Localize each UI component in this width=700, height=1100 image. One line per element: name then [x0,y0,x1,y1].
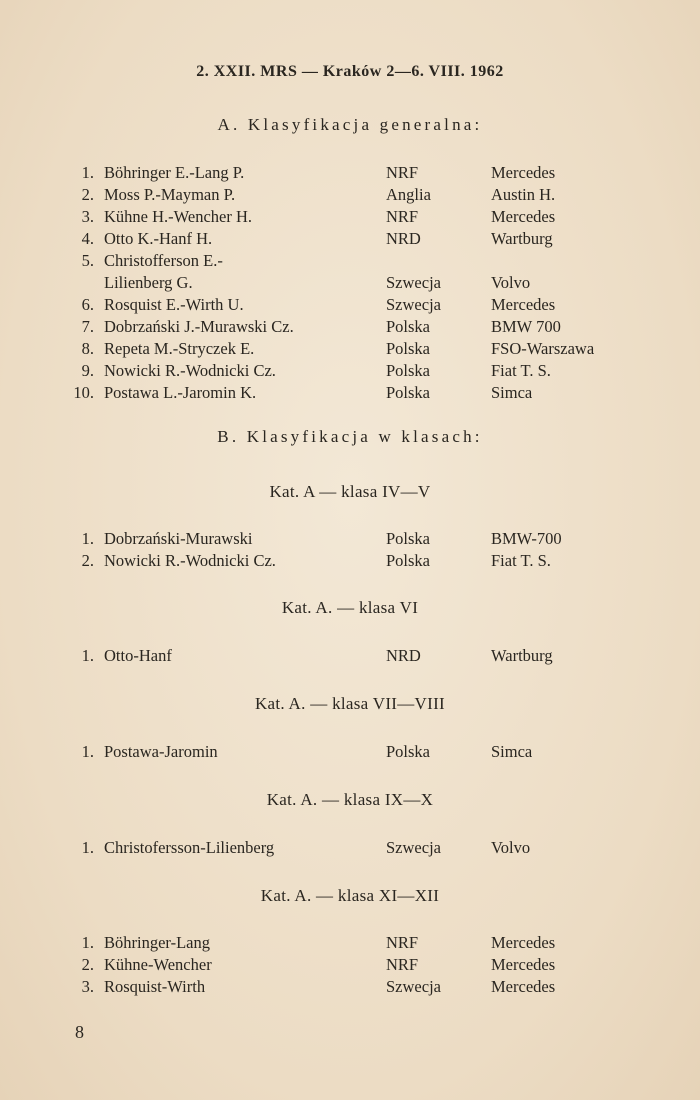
car: Austin H. [491,185,556,204]
car: Mercedes [491,955,556,974]
section-b-title: B. Klasyfikacja w klasach: [217,427,483,446]
class-group-title: Kat. A. — klasa VI [281,598,419,617]
result-row [0,976,700,998]
rank: 8. [81,339,94,358]
rank: 1. [81,742,94,761]
car: Mercedes [491,977,556,996]
crew-name: Nowicki R.-Wodnicki Cz. [104,361,276,380]
country: Polska [386,339,431,358]
country: Polska [386,551,431,570]
section-a-title: A. Klasyfikacja generalna: [217,115,483,134]
country: Polska [386,317,431,336]
car: BMW-700 [491,529,562,548]
car: Mercedes [491,207,556,226]
country: Szwecja [386,838,441,857]
country: Szwecja [386,295,441,314]
rank: 5. [81,251,94,270]
car: Wartburg [491,229,553,248]
rank: 9. [81,361,94,380]
crew-name: Rosquist E.-Wirth U. [104,295,244,314]
class-group-title: Kat. A — klasa IV—V [269,482,431,501]
result-row [0,294,700,316]
page-heading: 2. XXII. MRS — Kraków 2—6. VIII. 1962 [196,63,504,80]
crew-name: Kühne-Wencher [104,955,212,974]
country: NRF [386,207,419,226]
result-row [0,741,700,763]
result-row [0,382,700,404]
crew-name: Postawa-Jaromin [104,742,218,761]
country: NRD [386,229,421,248]
general-classification-list [0,162,700,404]
car: Simca [491,742,533,761]
rank: 1. [81,933,94,952]
crew-name: Repeta M.-Stryczek E. [104,339,255,358]
crew-name: Moss P.-Mayman P. [104,185,236,204]
class-results-list [0,741,700,763]
car: Wartburg [491,646,553,665]
result-row [0,360,700,382]
result-row [0,837,700,859]
crew-name: Böhringer E.-Lang P. [104,163,245,182]
car: Mercedes [491,933,556,952]
result-row [0,550,700,572]
car: Fiat T. S. [491,361,551,380]
car: Fiat T. S. [491,551,551,570]
rank: 1. [81,529,94,548]
crew-name: Otto K.-Hanf H. [104,229,213,248]
country: Polska [386,361,431,380]
car: Simca [491,383,533,402]
class-group-title: Kat. A. — klasa VII—VIII [254,694,446,713]
class-results-list [0,528,700,572]
crew-name-line-2: Lilienberg G. [104,273,193,292]
rank: 2. [81,955,94,974]
country: Polska [386,383,431,402]
class-results-list [0,645,700,667]
car: Mercedes [491,295,556,314]
car: Volvo [491,273,531,292]
page-number: 8 [75,1022,84,1042]
rank: 4. [81,229,94,248]
country: NRD [386,646,421,665]
result-row [0,250,700,294]
country: Szwecja [386,273,441,292]
rank: 1. [81,646,94,665]
result-row [0,206,700,228]
car: FSO-Warszawa [491,339,595,358]
result-row [0,184,700,206]
crew-name [104,250,374,294]
result-row [0,338,700,360]
country: NRF [386,955,419,974]
rank: 1. [81,838,94,857]
crew-name: Dobrzański-Murawski [104,529,253,548]
class-results-list [0,932,700,998]
result-row [0,645,700,667]
country: Polska [386,529,431,548]
country: NRF [386,163,419,182]
crew-name: Kühne H.-Wencher H. [104,207,253,226]
country: Szwecja [386,977,441,996]
country: Anglia [386,185,431,204]
car: BMW 700 [491,317,561,336]
rank: 3. [81,207,94,226]
result-row [0,932,700,954]
car: Mercedes [491,163,556,182]
class-group-title: Kat. A. — klasa XI—XII [260,886,440,905]
crew-name: Dobrzański J.-Murawski Cz. [104,317,294,336]
result-row [0,528,700,550]
result-row [0,228,700,250]
class-results-list [0,837,700,859]
crew-name: Otto-Hanf [104,646,172,665]
country: Polska [386,742,431,761]
result-row [0,954,700,976]
country: NRF [386,933,419,952]
rank: 2. [81,185,94,204]
crew-name: Rosquist-Wirth [104,977,206,996]
crew-name: Postawa L.-Jaromin K. [104,383,257,402]
class-group-title: Kat. A. — klasa IX—X [266,790,434,809]
rank: 6. [81,295,94,314]
car: Volvo [491,838,531,857]
rank: 1. [81,163,94,182]
result-row [0,162,700,184]
crew-name: Böhringer-Lang [104,933,210,952]
crew-name-line-1: Christofferson E.- [104,251,223,270]
result-row [0,316,700,338]
rank: 2. [81,551,94,570]
rank: 7. [81,317,94,336]
rank: 3. [81,977,94,996]
rank: 10. [73,383,94,402]
crew-name: Nowicki R.-Wodnicki Cz. [104,551,276,570]
crew-name: Christofersson-Lilienberg [104,838,275,857]
